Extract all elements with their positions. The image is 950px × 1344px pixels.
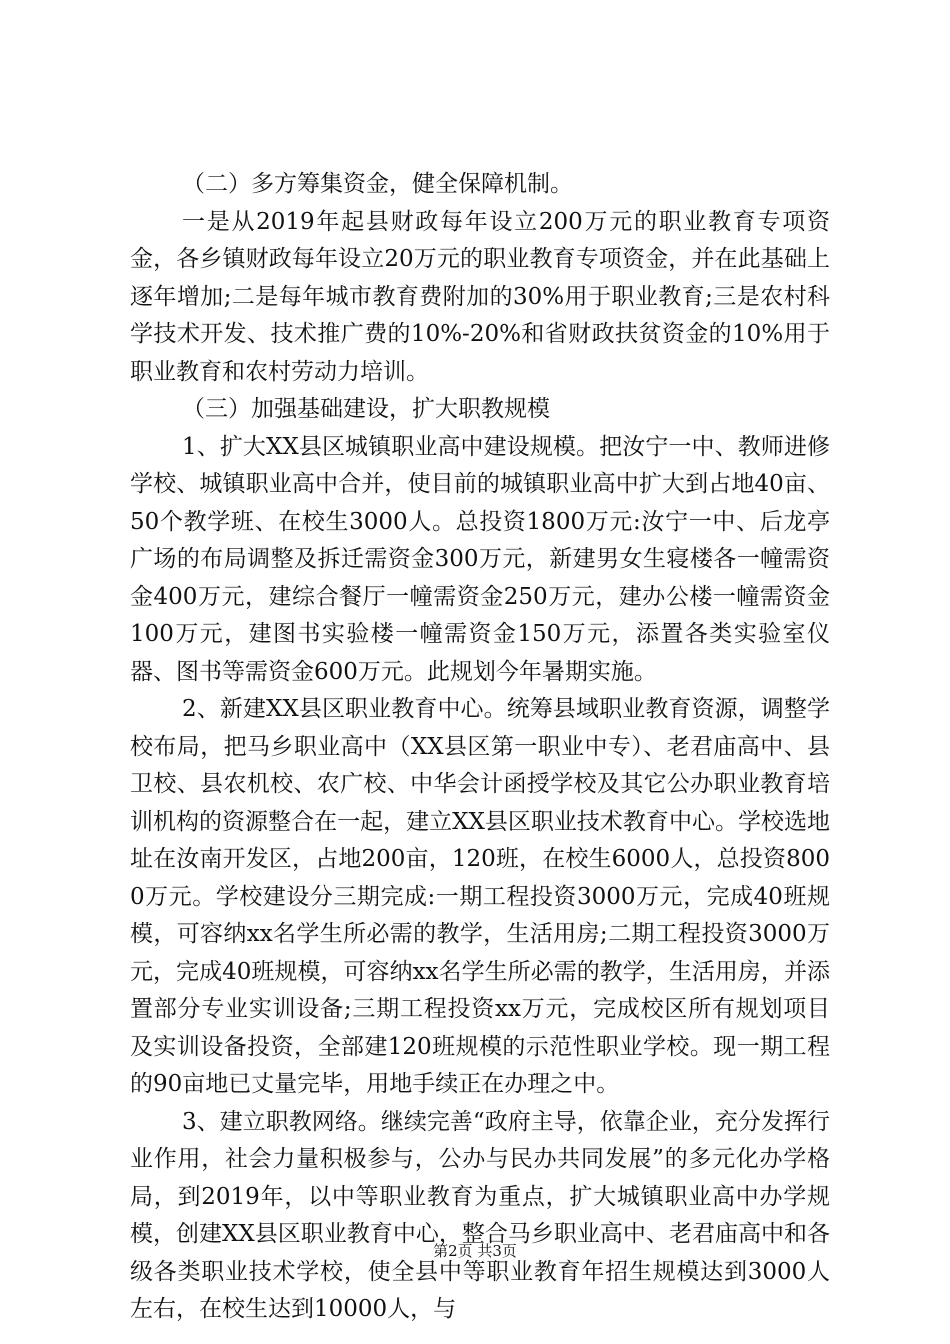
page-footer: 第2页 共3页 bbox=[433, 1242, 517, 1260]
paragraph-item-2: 2、新建XX县区职业教育中心。统筹县域职业教育资源，调整学校布局，把马乡职业高中（XX县区第一职业中专）、老君庙高中、县卫校、县农机校、农广校、中华会计函授学校及其它公办职业教育培训机构的资源整合在一起，建立XX县区职业技术教育中心。学校选地址在汝南开发区，占地200亩，120班，在校生6000人，总投资8000万元。学校建设分三期完成:一期工程投资3000万元，完成40班规模，可容纳xx名学生所必需的教学，生活用房;二期工程投资3000万元，完成40班规模，可容纳xx名学生所必需的教学，生活用房，并添置部分专业实训设备;三期工程投资xx万元，完成校区所有规划项目及实训设备投资，全部建120班规模的示范性职业学校。现一期工程的90亩地已丈量完毕，用地手续正在办理之中。 bbox=[130, 696, 830, 1097]
section-heading-infrastructure: （三）加强基础建设，扩大职教规模 bbox=[182, 396, 550, 422]
paragraph-item-3: 3、建立职教网络。继续完善“政府主导，依靠企业，充分发挥行业作用，社会力量积极参与，公办与民办共同发展”的多元化办学格局，到2019年，以中等职业教育为重点，扩大城镇职业高中办学规模，创建XX县区职业教育中心，整合马乡职业高中、老君庙高中和各级各类职业技术学校，使全县中等职业教育年招生规模达到3000人左右，在校生达到10000人，与 bbox=[130, 1108, 830, 1322]
paragraph-item-1: 1、扩大XX县区城镇职业高中建设规模。把汝宁一中、教师进修学校、城镇职业高中合并，使目前的城镇职业高中扩大到占地40亩、50个教学班、在校生3000人。总投资1800万元:汝宁一中、后龙亭广场的布局调整及拆迁需资金300万元，新建男女生寝楼各一幢需资金400万元，建综合餐厅一幢需资金250万元，建办公楼一幢需资金100万元，建图书实验楼一幢需资金150万元，添置各类实验室仪器、图书等需资金600万元。此规划今年暑期实施。 bbox=[130, 433, 830, 685]
paragraph-funding-details: 一是从2019年起县财政每年设立200万元的职业教育专项资金，各乡镇财政每年设立20万元的职业教育专项资金，并在此基础上逐年增加;二是每年城市教育费附加的30%用于职业教育;三是农村科学技术开发、技术推广费的10%-20%和省财政扶贫资金的10%用于职业教育和农村劳动力培训。 bbox=[130, 208, 830, 385]
document-body bbox=[130, 166, 830, 1329]
section-heading-funding: （二）多方筹集资金，健全保障机制。 bbox=[182, 171, 573, 197]
